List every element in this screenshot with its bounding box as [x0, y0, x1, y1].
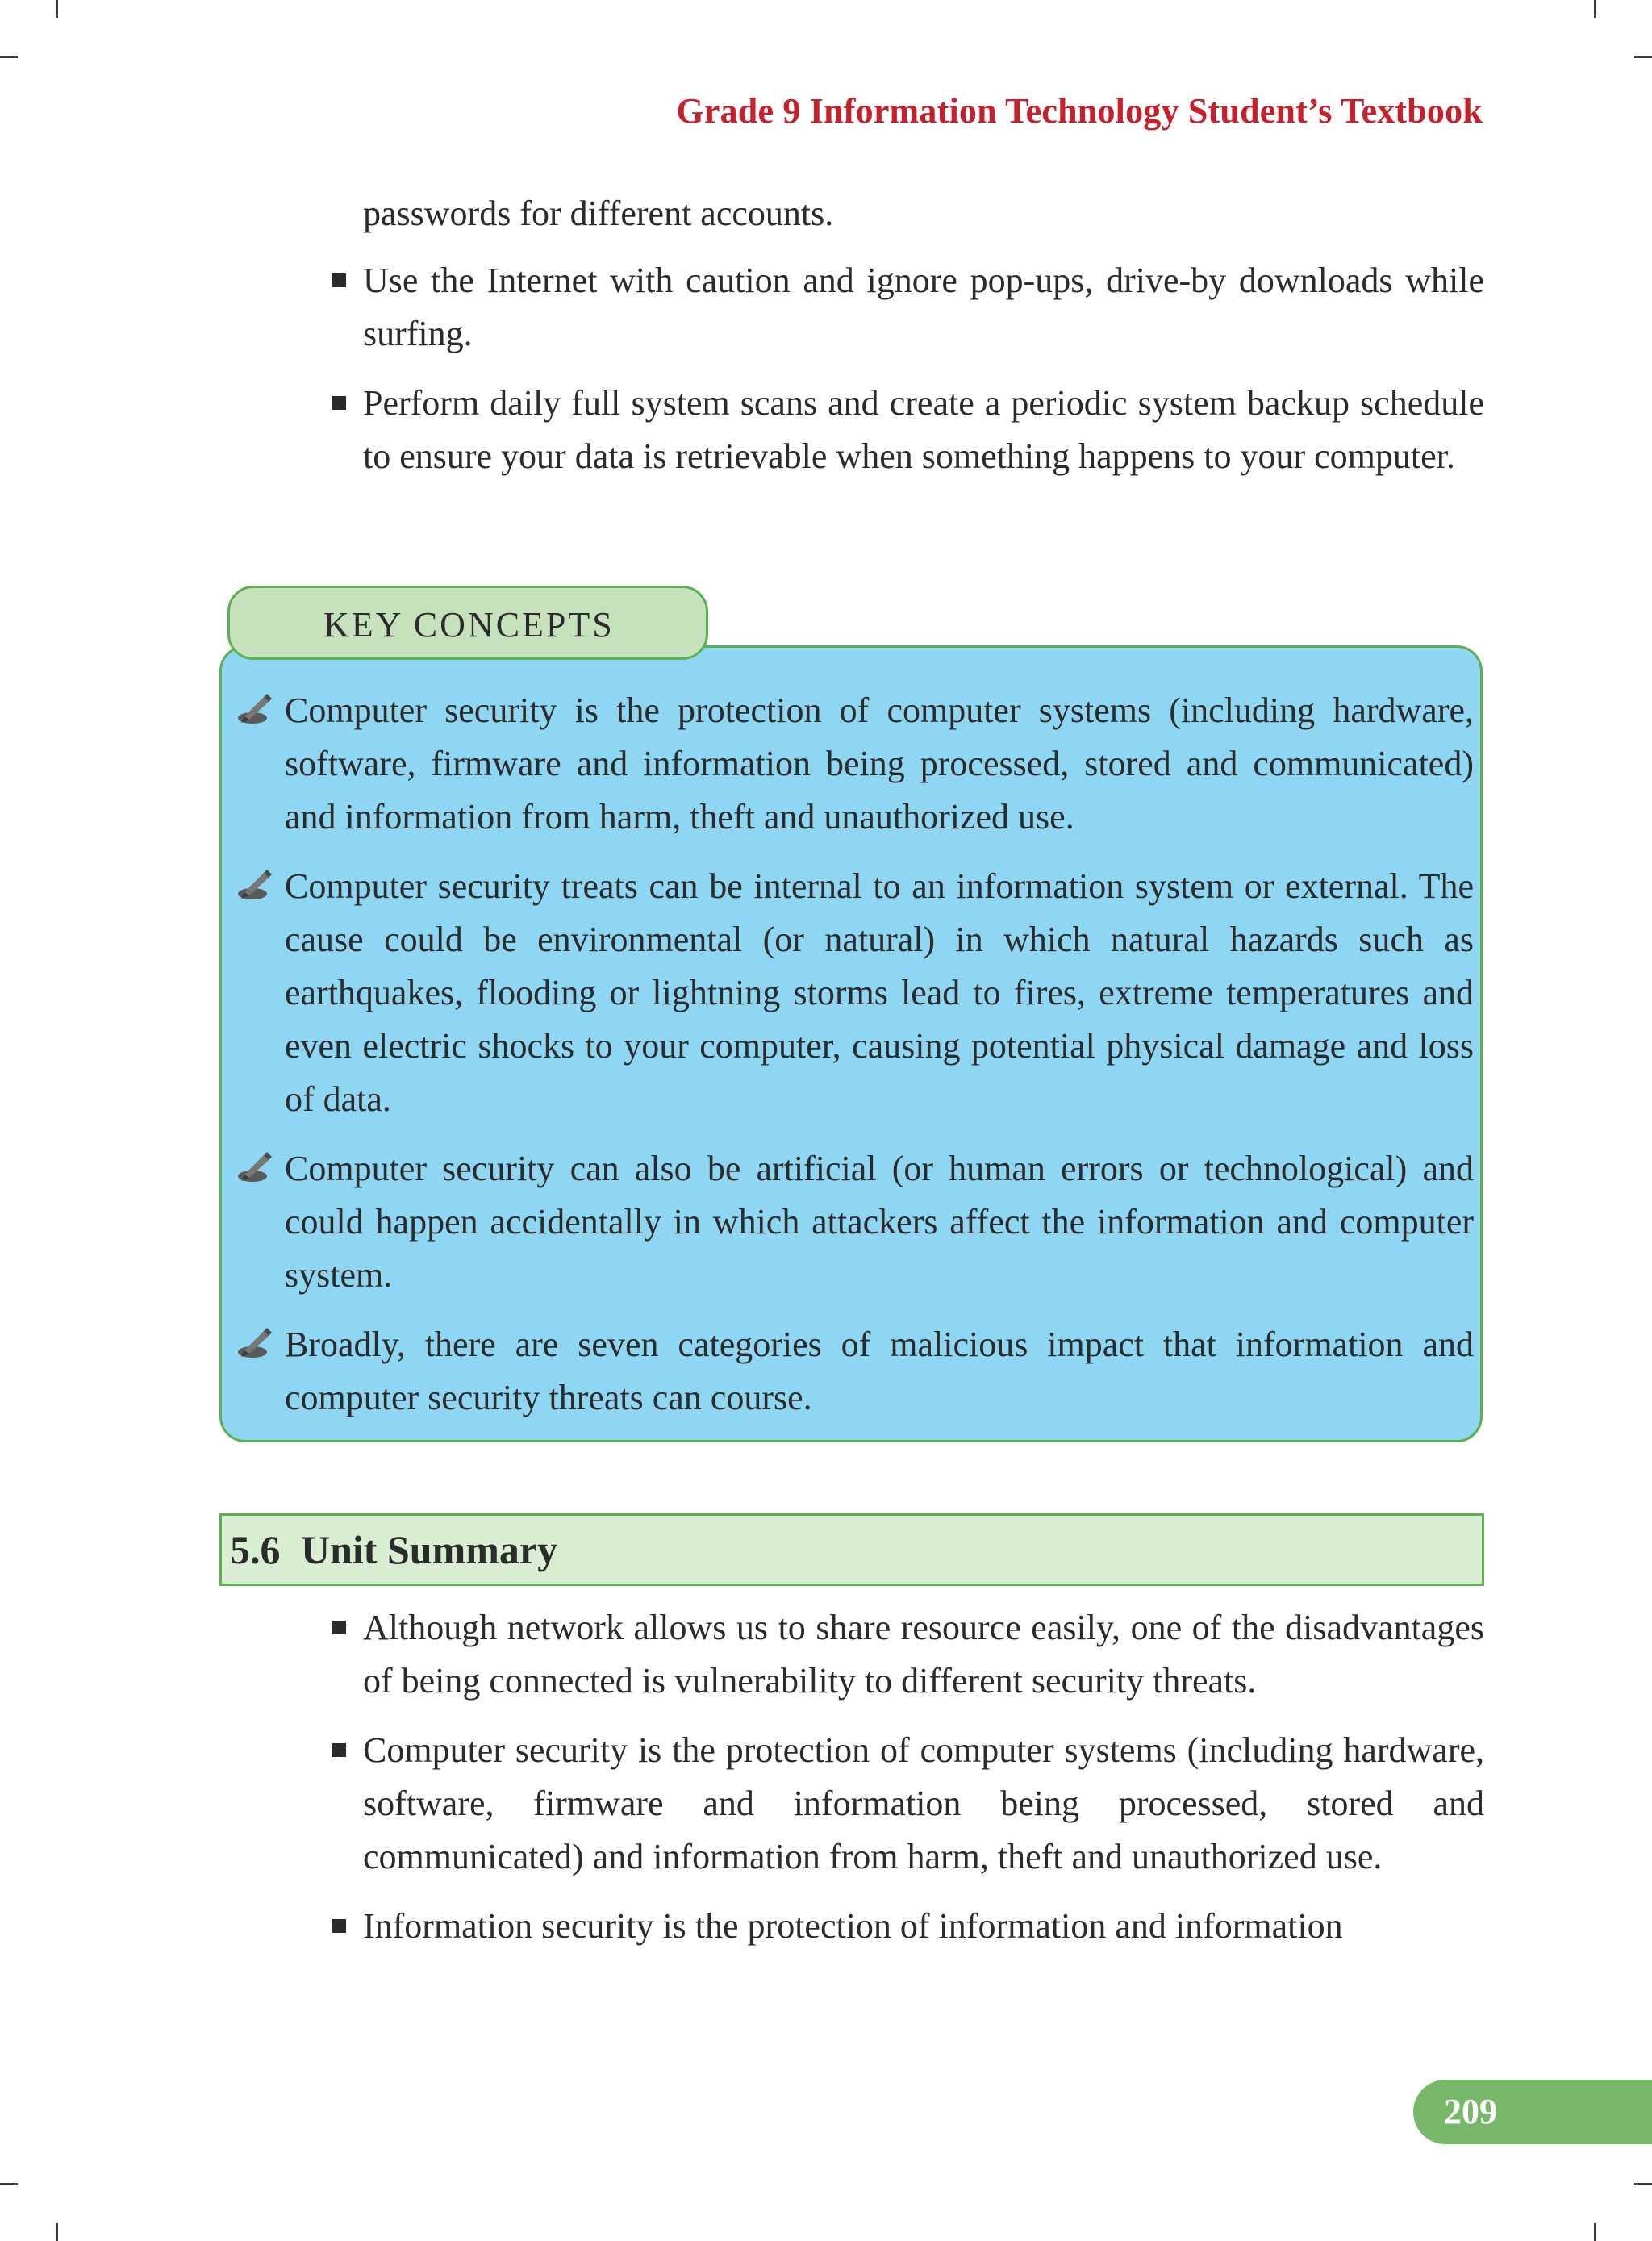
list-item-text: Computer security can also be artificial (or human errors or technological) and could happen accidentally in which attackers affect the information and computer system.: [285, 1149, 1474, 1295]
list-item: [285, 1142, 1474, 1302]
key-concepts-box: [219, 645, 1483, 1442]
key-concepts-tab: [227, 586, 708, 660]
crop-mark: [56, 2223, 58, 2241]
list-item-text: Broadly, there are seven categories of malicious impact that information and computer security threats can course.: [285, 1325, 1474, 1417]
square-bullet-icon: [332, 396, 346, 410]
crop-mark: [0, 2183, 18, 2185]
square-bullet-icon: [332, 1621, 346, 1634]
list-item: [363, 254, 1484, 361]
square-bullet-icon: [332, 273, 346, 287]
key-concepts-title: KEY CONCEPTS: [323, 605, 615, 645]
crop-mark: [1594, 0, 1596, 18]
crop-mark: [56, 0, 58, 18]
list-item-text: Perform daily full system scans and create a periodic system backup schedule to ensure your data is retrievable when something happens to your computer.: [363, 383, 1484, 476]
running-head: Grade 9 Information Technology Student’s Textbook: [676, 91, 1483, 131]
list-item-text: Use the Internet with caution and ignore pop-ups, drive-by downloads while surfing.: [363, 261, 1484, 353]
pen-icon: [235, 868, 273, 902]
section-heading: [219, 1513, 1484, 1586]
list-item: [363, 1724, 1484, 1884]
list-item-text: Computer security is the protection of computer systems (including hardware, software, firmware and information being processed, stored and communicated) and information from harm, theft and unauthorized use.: [363, 1730, 1484, 1876]
list-item: [285, 684, 1474, 844]
square-bullet-icon: [332, 1743, 346, 1757]
page-number-tab: [1413, 2080, 1652, 2144]
list-item-text: Computer security treats can be internal to an information system or external. The cause could be environmental (or natural) in which natural hazards such as earthquakes, flooding or lightning storms lead to fires, extreme temperatures and even electric shocks to your computer, causing potential physical damage and loss of data.: [285, 866, 1474, 1119]
crop-mark: [1634, 56, 1652, 58]
list-item-text: Computer security is the protection of computer systems (including hardware, software, firmware and information being processed, stored and communicated) and information from harm, theft and unauthorized use.: [285, 691, 1474, 837]
list-item-text: Although network allows us to share resource easily, one of the disadvantages of being connected is vulnerability to different security threats.: [363, 1608, 1484, 1701]
list-item: [285, 860, 1474, 1126]
list-item: [363, 377, 1484, 483]
section-number: 5.6: [230, 1527, 281, 1572]
square-bullet-icon: [332, 1919, 346, 1933]
list-item: [363, 1601, 1484, 1708]
continued-text: passwords for different accounts.: [363, 194, 834, 233]
summary-bullet-list: [363, 1601, 1484, 1969]
page-number: 209: [1444, 2092, 1497, 2131]
list-item: [285, 1318, 1474, 1425]
crop-mark: [1634, 2183, 1652, 2185]
crop-mark: [1594, 2223, 1596, 2241]
pen-icon: [235, 1326, 273, 1360]
top-bullet-list: [363, 254, 1484, 499]
list-item-text: Information security is the protection of information and information: [363, 1906, 1343, 1946]
key-concepts-list: [285, 684, 1474, 1441]
list-item: [363, 1900, 1484, 1953]
crop-mark: [0, 56, 18, 58]
section-title: Unit Summary: [301, 1527, 558, 1572]
pen-icon: [235, 692, 273, 726]
pen-icon: [235, 1150, 273, 1184]
